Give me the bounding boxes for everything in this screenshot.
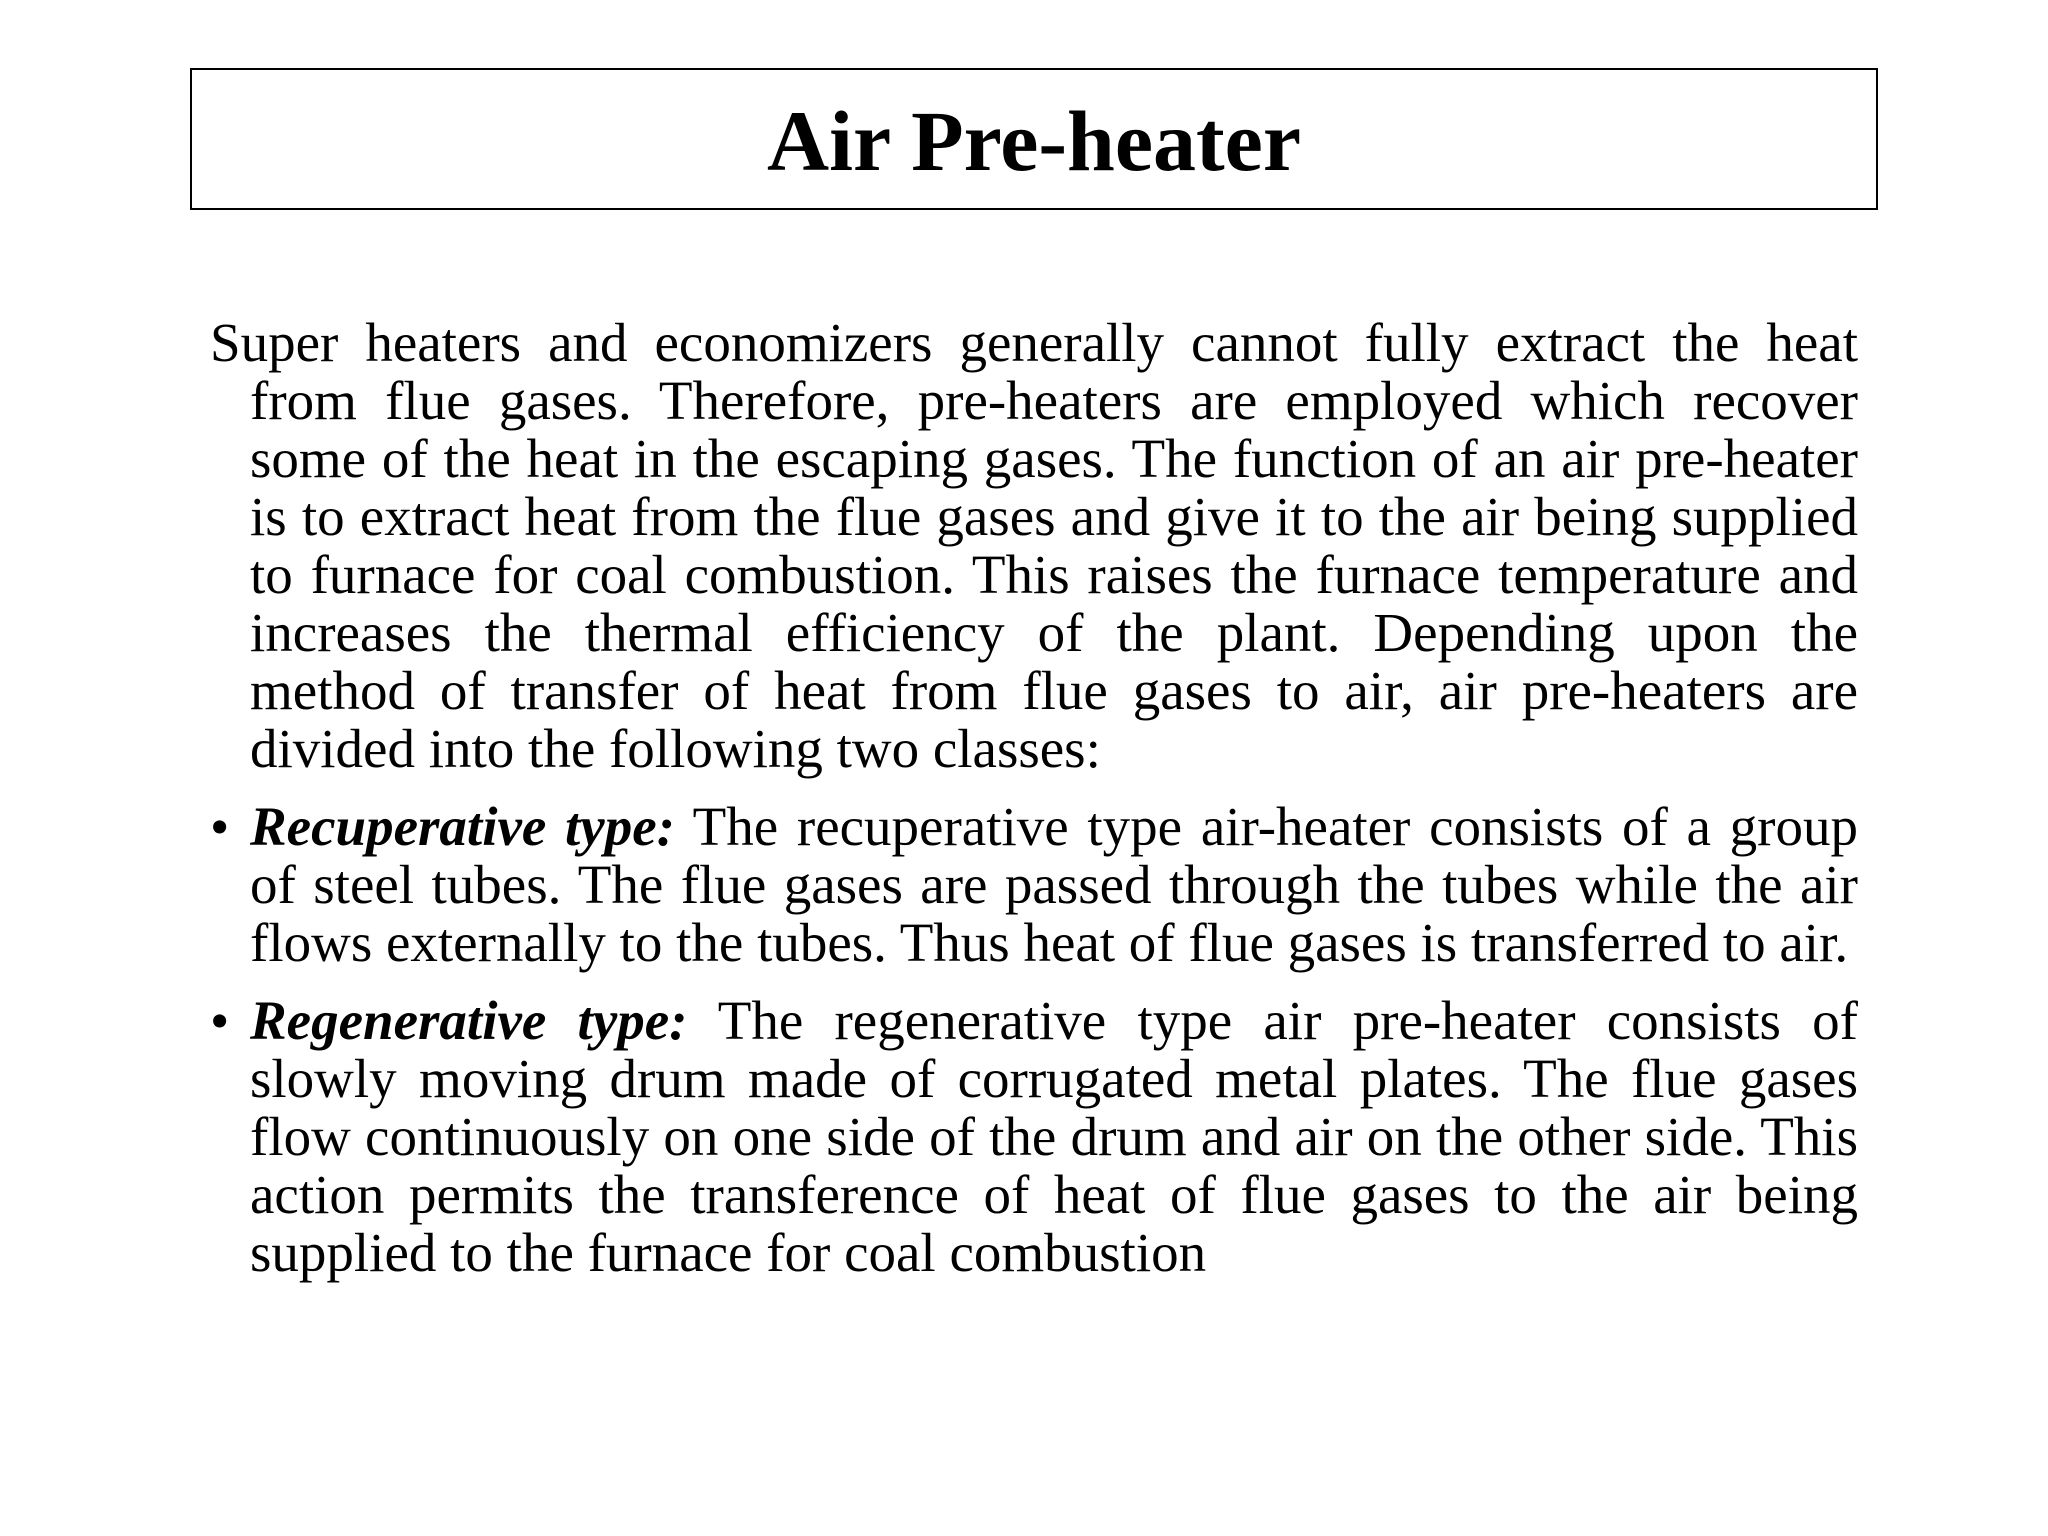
intro-paragraph: Super heaters and economizers generally cannot fully extract the heat from flue gases. Therefore, pre-heaters are employed which recover some of the heat in the escaping gases. The function of an air pre-heater is to extract heat from the flue gases and give it to the air being supplied to furnace for coal combustion. This raises the furnace temperature and increases the thermal efficiency of the plant. Depending upon the method of transfer of heat from flue gases to air, air pre-heaters are divided into the following two classes: [210,312,1858,779]
bullet-term: Regenerative type: [250,990,688,1051]
slide-title: Air Pre-heater [766,93,1302,189]
bullet-marker: • [210,990,230,1051]
slide-body [210,314,1858,1302]
bullet-term: Recuperative type: [250,796,675,857]
bullet-text: The regenerative type air pre-heater consists of slowly moving drum made of corrugated metal plates. The flue gases flow continuously on one side of the drum and air on the other side. This action permits the transference of heat of flue gases to the air being supplied to the furnace for coal combustion [250,990,1859,1283]
bullet-item-regenerative [210,992,1858,1282]
bullet-marker: • [210,796,230,857]
bullet-item-recuperative [210,798,1858,972]
title-box [190,68,1878,210]
bullet-text: The recuperative type air-heater consists of a group of steel tubes. The flue gases are passed through the tubes while the air flows externally to the tubes. Thus heat of flue gases is transferred to air. [250,796,1858,973]
